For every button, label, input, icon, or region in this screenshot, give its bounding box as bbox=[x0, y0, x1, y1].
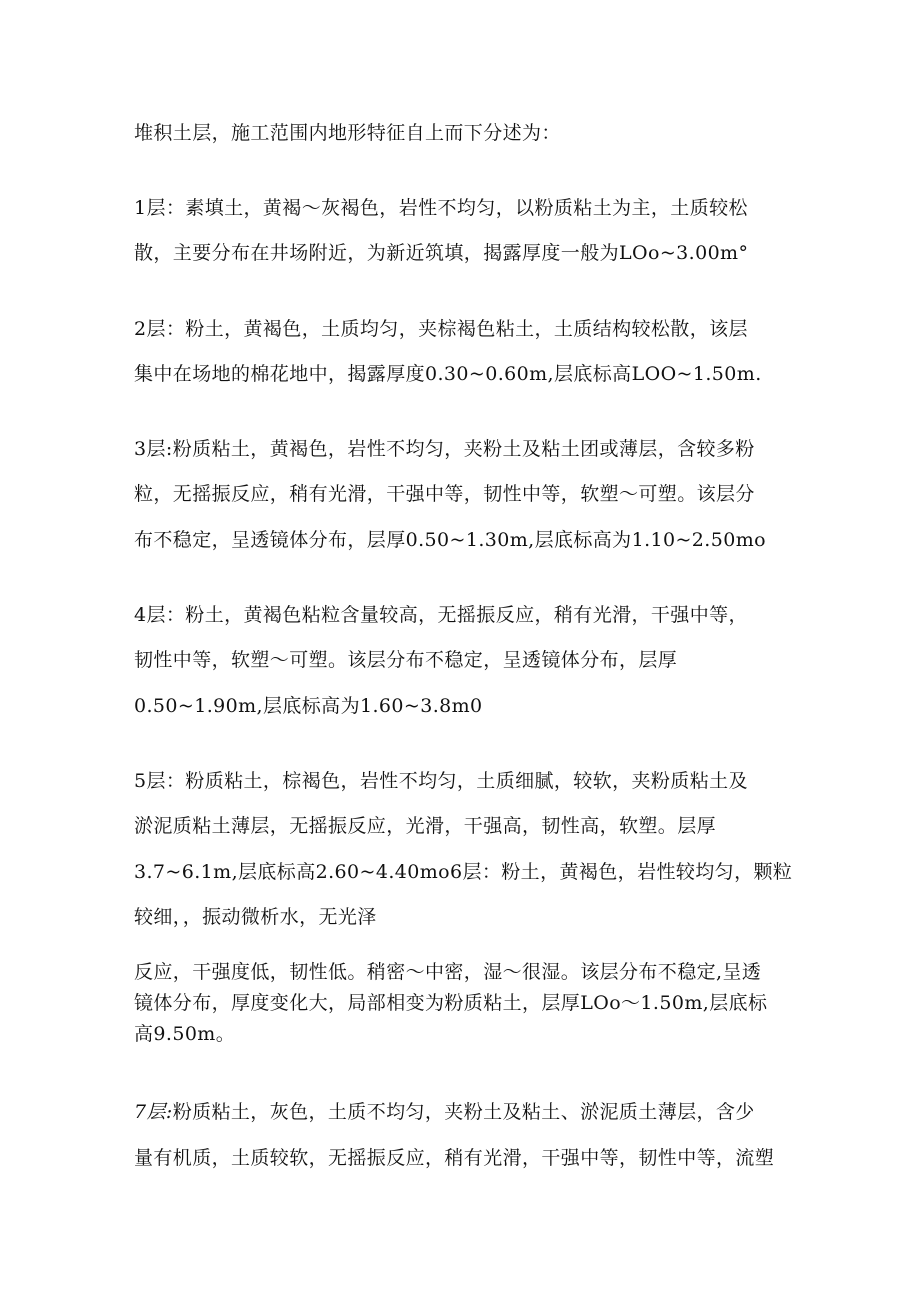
layer7-lead: 7层: bbox=[134, 1101, 173, 1123]
layer4-line1: 4层：粉土，黄褐色粘粒含量较高，无摇振反应，稍有光滑，干强中等， bbox=[134, 604, 748, 626]
layer7-line1-text: 粉质粘土，灰色，土质不均匀，夹粉土及粘土、淤泥质土薄层，含少 bbox=[172, 1101, 755, 1123]
layer4-line3: 0.50~1.90m,层底标高为1.60~3.8m0 bbox=[134, 695, 483, 717]
layer5-line1: 5层：粉质粘土，棕褐色，岩性不均匀，土质细腻，较软，夹粉质粘土及 bbox=[134, 770, 748, 792]
layer5-line3: 3.7~6.1m,层底标高2.60~4.40mo6层：粉土，黄褐色，岩性较均匀，颗粒 bbox=[134, 861, 793, 883]
layer3-line2: 粒，无摇振反应，稍有光滑，干强中等，韧性中等，软塑～可塑。该层分 bbox=[134, 483, 755, 505]
layer6cont-line3: 高9.50m。 bbox=[134, 1023, 236, 1045]
layer7-line1 bbox=[134, 1100, 755, 1124]
layer7-line2: 量有机质，土质较软，无摇振反应，稍有光滑，干强中等，韧性中等，流塑 bbox=[134, 1147, 775, 1169]
layer3-line1: 3层:粉质粘土，黄褐色，岩性不均匀，夹粉土及粘土团或薄层，含较多粉 bbox=[134, 438, 755, 460]
layer3-line3: 布不稳定，呈透镜体分布，层厚0.50~1.30m,层底标高为1.10~2.50mo bbox=[134, 529, 766, 551]
layer1-line1: 1层：素填土，黄褐～灰褐色，岩性不均匀，以粉质粘土为主，土质较松 bbox=[134, 197, 748, 219]
layer6cont-line1: 反应，干强度低，韧性低。稍密～中密，湿～很湿。该层分布不稳定,呈透 bbox=[134, 961, 762, 983]
layer2-line2: 集中在场地的棉花地中，揭露厚度0.30~0.60m,层底标高LOO~1.50m. bbox=[134, 363, 762, 385]
layer5-line4: 较细，，振动微析水，无光泽 bbox=[134, 906, 377, 928]
layer6cont-line2: 镜体分布，厚度变化大，局部相变为粉质粘土，层厚LOo～1.50m,层底标 bbox=[134, 992, 768, 1014]
layer4-line2: 韧性中等，软塑～可塑。该层分布不稳定，呈透镜体分布，层厚 bbox=[134, 649, 678, 671]
layer2-line1: 2层：粉土，黄褐色，土质均匀，夹棕褐色粘土，土质结构较松散，该层 bbox=[134, 318, 748, 340]
layer1-line2: 散，主要分布在井场附近，为新近筑填，揭露厚度一般为LOo~3.00m° bbox=[134, 242, 749, 264]
intro-line: 堆积土层，施工范围内地形特征自上而下分述为： bbox=[134, 122, 561, 144]
layer5-line2: 淤泥质粘土薄层，无摇振反应，光滑，干强高，韧性高，软塑。层厚 bbox=[134, 815, 717, 837]
